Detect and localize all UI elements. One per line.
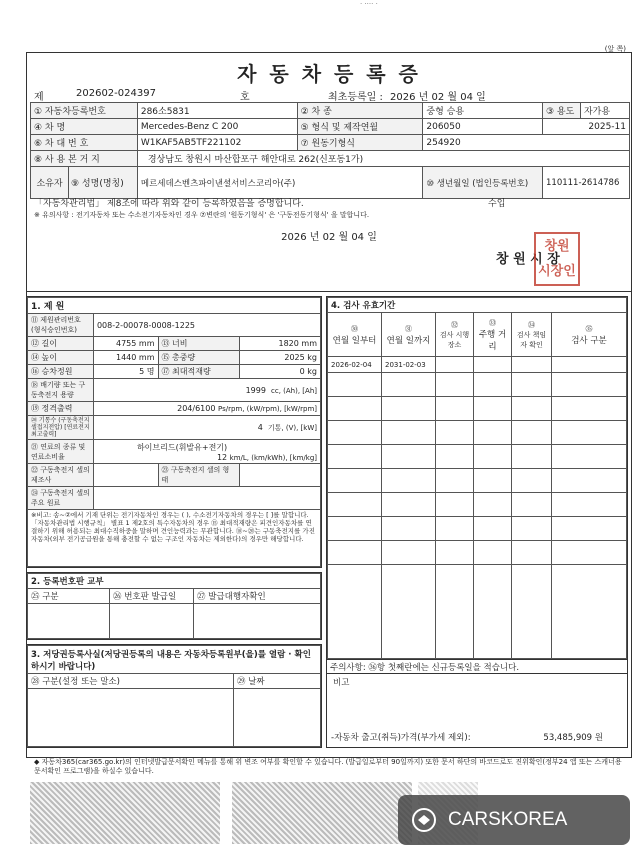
col-kind-label: 검사 구분: [571, 335, 607, 346]
load-label: ⑰ 최대적재량: [158, 365, 239, 379]
law-text: 「자동차관리법」 제8조에 따라 위와 같이 등록하였음을 증명합니다.: [34, 199, 304, 209]
col-officer-no: ㉞: [528, 320, 535, 329]
mort-col-1: ㉘ 구분(설정 또는 말소): [28, 674, 234, 689]
price-label: -자동차 출고(취득)가격(부가세 제외):: [331, 733, 471, 743]
seats-label: ⑯ 승차정원: [28, 365, 94, 379]
cert-number: 202602-024397: [76, 88, 156, 99]
vin: W1KAF5AB5TF221102: [137, 135, 297, 151]
mort-header: 3. 저당권등록사실(저당권등록의 내용은 자동차등록원부(을)를 열람 · 확인하시기 바랍니다): [28, 646, 321, 674]
mort-col-2: ㉙ 날짜: [234, 674, 321, 689]
power-label: ⑲ 정격출력: [28, 402, 94, 416]
issue-date: 2026 년 02 월 04 일: [281, 232, 377, 243]
disp-label: ⑱ 배기량 또는 구동축전지 용량: [28, 379, 94, 402]
plate-col-2: ㉖ 번호판 발급일: [110, 589, 194, 604]
power: 204/6100: [177, 404, 216, 413]
owner-name-label: ⑨ 성명(명칭): [71, 179, 124, 189]
width-cell: [239, 337, 320, 351]
batt-form-label: ㉓ 구동축전지 셀의 형태: [158, 464, 239, 487]
plate-section: [26, 572, 322, 640]
displacement: 1999: [245, 385, 266, 395]
width-label: ⑬ 너비: [158, 337, 239, 351]
batt-maker: [93, 464, 158, 487]
cyl-label: ⑳ 기통수 (구동축전지셀접지전압) [연료전지 최고출력]: [28, 416, 94, 440]
length: 4755 mm: [93, 337, 158, 351]
plate-col-3: ㉗ 발급대행자확인: [194, 589, 321, 604]
insp-col-kind: [552, 313, 627, 357]
insp-caution: 주의사항: ㊱항 첫째란에는 신규등록일을 적습니다.: [326, 660, 628, 674]
mgmt-number: 008-2-00078-0008-1225: [93, 314, 320, 337]
owner-name: 메르세데스벤츠파이낸셜서비스코리아(주): [137, 167, 423, 199]
col-mileage-no: ㉝: [489, 318, 496, 327]
fuel-label: ㉑ 연료의 종류 및 연료소비율: [28, 440, 94, 464]
cyl-cell: [93, 416, 320, 440]
vin-label: ⑥ 차 대 번 호: [31, 135, 138, 151]
insp-col-mileage: [474, 313, 512, 357]
insp-col-place: [436, 313, 474, 357]
carskorea-logo: [398, 795, 630, 845]
col-kind-no: ㉟: [585, 324, 593, 333]
width-unit: mm: [301, 339, 317, 348]
fuel-efficiency: 12: [216, 452, 228, 462]
model-code: 206050: [423, 119, 543, 135]
first-reg-date: 2026 년 02 월 04 일: [390, 92, 486, 103]
notice: ※ 유의사항 : 전기자동차 또는 수소전기자동차인 경우 ⑦변란의 '원동기형식' 은 '구동전동기형식' 을 말합니다.: [34, 211, 370, 219]
power-unit: Ps/rpm, (kW/rpm), [kW/rpm]: [217, 405, 317, 413]
col-to-no: ㉛: [405, 324, 412, 333]
width: 1820: [278, 339, 299, 348]
mortgage-section: [26, 644, 322, 748]
engine-type: 254920: [423, 135, 630, 151]
remark-box: [326, 674, 628, 748]
barcode-2: [232, 782, 412, 844]
load-unit: kg: [307, 367, 317, 376]
official-seal: 창원 시장인: [534, 232, 580, 286]
issuer: 창 원 시 장: [496, 252, 560, 267]
footer-note: ◆ 자동차365(car365.go.kr)의 인터넷발급문서확인 메뉴를 통해 위 변조 여부를 확인할 수 있습니다. (발급일로부터 90일까지) 또한 문서 하단의 바코드로도 진위확인(정부24 앱 또는 스캐너용 문서확인 프로그램)을 하실수 있습니다.: [34, 758, 622, 775]
location-label: ⑧ 사 용 본 거 지: [31, 151, 138, 167]
owner-label: 소유자: [31, 167, 69, 198]
logo-icon: [410, 807, 438, 833]
use-label: ③ 용도: [543, 103, 581, 119]
seats-unit: 명: [146, 367, 155, 376]
vehicle-type: 중형 승용: [423, 103, 543, 119]
page-side: (앞 쪽): [604, 45, 626, 53]
vehicle-info-table: [30, 102, 630, 194]
weight-unit: kg: [307, 353, 317, 362]
insp-col-officer: [512, 313, 552, 357]
manufacture-date: 2025-11: [543, 119, 630, 135]
plate-col-1: ㉕ 구분: [28, 589, 110, 604]
cylinders: 4: [257, 422, 263, 432]
model-label: ⑤ 형식 및 제작연월: [297, 119, 423, 135]
col-place-label: 검사 시행장소: [439, 330, 470, 349]
insp-col-from: [328, 313, 382, 357]
first-reg-label: 최초등록일 :: [328, 92, 383, 103]
reg-no-label: ① 자동차등록번호: [31, 103, 138, 119]
fuel-unit: km/L, (km/kWh), [km/kg]: [229, 453, 317, 462]
insp-row1-from: 2026-02-04: [328, 357, 382, 373]
fuel-cell: [93, 440, 320, 464]
remark-label: 비고: [333, 678, 350, 688]
cert-suffix: 호: [240, 92, 250, 103]
col-from-no: ㉚: [351, 324, 358, 333]
plate-header: 2. 등록번호판 교부: [28, 574, 321, 589]
disp-unit: cc, (Ah), [Ah]: [271, 386, 317, 395]
col-to-label: 연월 일까지: [386, 335, 431, 346]
owner-cell: [31, 167, 138, 199]
insp-col-to: [382, 313, 436, 357]
insp-header: 4. 검사 유효기간: [328, 298, 627, 313]
spec-header: 1. 제 원: [28, 298, 321, 314]
batt-mat: [93, 487, 320, 510]
owner-id-label: ⑩ 생년월일 (법인등록번호): [423, 167, 543, 199]
vehicle-use: 자가용: [580, 103, 629, 119]
height: 1440 mm: [93, 351, 158, 365]
mgmt-label: ⑪ 제원관리번호 (형식승인번호): [28, 314, 94, 337]
cyl-unit: 기통, (V), [kW]: [267, 423, 317, 432]
load: 0: [299, 367, 305, 376]
col-mileage-label: 주행 거리: [478, 329, 507, 352]
cert-number-line: [30, 88, 630, 102]
col-place-no: ㉜: [451, 320, 458, 329]
law-suffix: 수입: [488, 199, 506, 209]
batt-maker-label: ㉒ 구동축전지 셀의 제조사: [28, 464, 94, 487]
length-label: ⑫ 길이: [28, 337, 94, 351]
price: 53,485,909 원: [543, 733, 603, 743]
owner-id: 110111-2614786: [543, 167, 630, 199]
location: 경상남도 창원시 마산합포구 해안대로 262(신포동1가): [137, 151, 629, 167]
batt-form: [239, 464, 320, 487]
load-cell: [239, 365, 320, 379]
weight-label: ⑮ 총중량: [158, 351, 239, 365]
fuel-type: 하이브리드(휘발유+전기): [136, 442, 228, 452]
logo-text: CARSKOREA: [448, 809, 568, 830]
spec-note: ※비고: 송~②에서 기재 단위는 전기자동차인 경우는 ( ), 수소전기자동차의 경우는 [ ]를 말합니다. 「자동차관리법 시행규칙」 별표 1 제2호의 특수자동차의 경우 ⑮ 최대적재량은 피견인자동차를 연결하기 위해 허용되는 최대수직하중을 말하며 견인능력과는 무관합니다. ⑱~⑳는 구동축전지를 가진 자동차(외부 전기공급원을 통해 충전할 수 없는 구조인 자동차는 제외한다)의 경우만 해당합니다.: [28, 510, 321, 567]
disp-cell: [93, 379, 320, 402]
barcode-1: [30, 782, 220, 844]
reg-no: 286소5831: [137, 103, 297, 119]
seats: 5: [139, 367, 145, 376]
vehicle-name: Mercedes-Benz C 200: [137, 119, 297, 135]
inspection-section: [326, 296, 628, 660]
height-label: ⑭ 높이: [28, 351, 94, 365]
name-label: ④ 차 명: [31, 119, 138, 135]
engine-label: ⑦ 원동기형식: [297, 135, 423, 151]
batt-mat-label: ㉔ 구동축전지 셀의 주요 원료: [28, 487, 94, 510]
spec-section: [26, 296, 322, 568]
weight-cell: [239, 351, 320, 365]
power-cell: [93, 402, 320, 416]
seats-cell: [93, 365, 158, 379]
page-title: 자 동 차 등 록 증: [237, 62, 421, 86]
col-from-label: 연월 일부터: [332, 335, 377, 346]
cert-prefix: 제: [34, 92, 44, 103]
col-officer-label: 검사 책임자 확인: [516, 330, 547, 349]
weight: 2025: [284, 353, 305, 362]
top-marks: · ···· ·: [360, 0, 378, 8]
type-label: ② 차 종: [297, 103, 423, 119]
insp-row1-to: 2031-02-03: [382, 357, 436, 373]
